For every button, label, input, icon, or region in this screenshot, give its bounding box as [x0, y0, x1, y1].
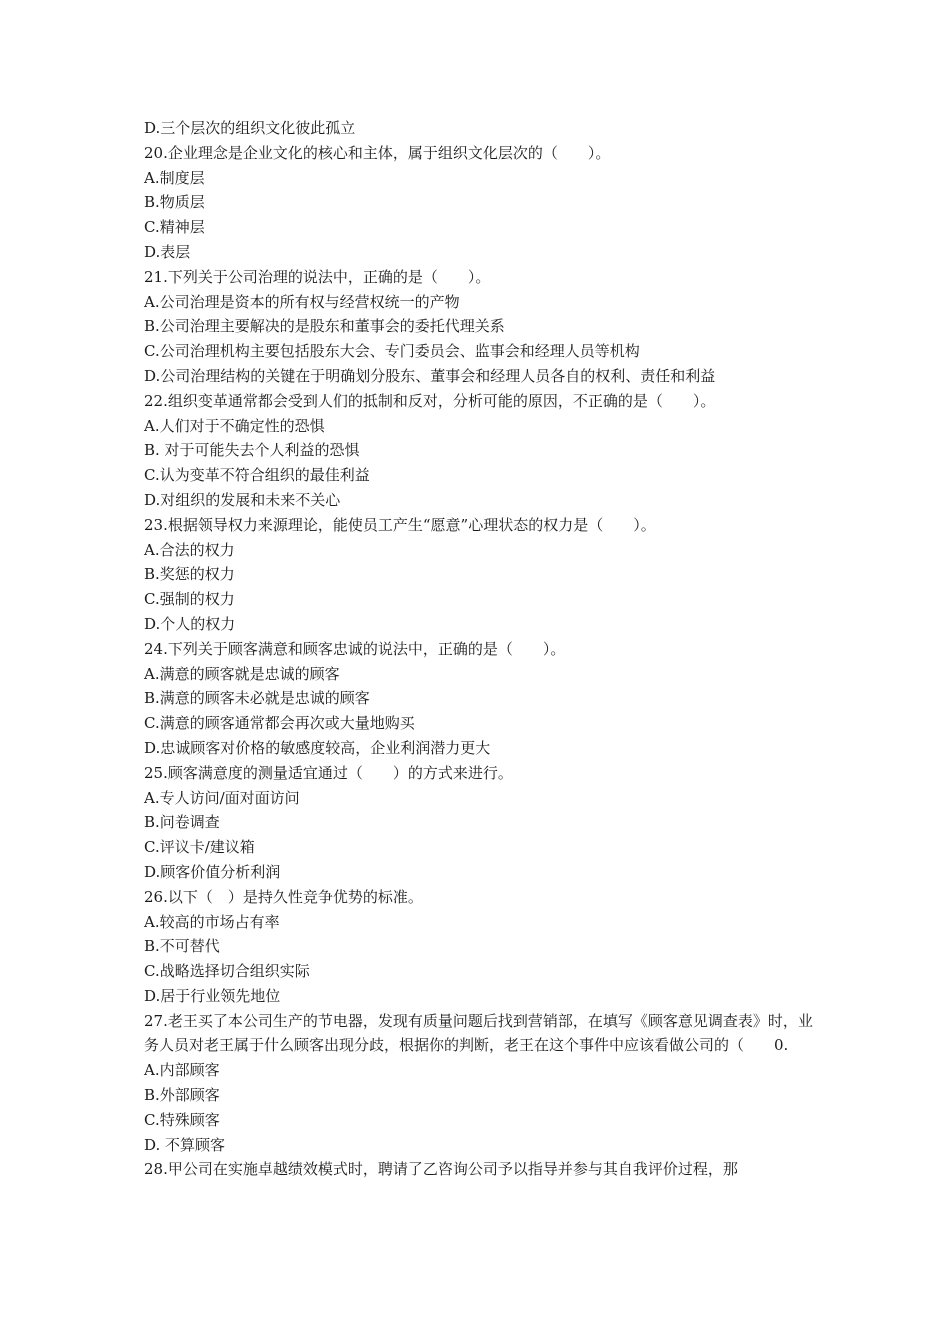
answer-option: C.认为变革不符合组织的最佳利益: [144, 466, 370, 485]
answer-option: B.外部顾客: [144, 1086, 220, 1105]
answer-option: A.较高的市场占有率: [144, 912, 280, 931]
question-text: 24.下列关于顾客满意和顾客忠诚的说法中，正确的是（ ）。: [144, 639, 566, 658]
document-page: [144, 116, 814, 1182]
answer-option: A.内部顾客: [144, 1061, 220, 1080]
question-text: 27.老王买了本公司生产的节电器，发现有质量问题后找到营销部，在填写《顾客意见调查表》时，业务人员对老王属于什么顾客出现分歧，根据你的判断，老王在这个事件中应该看做公司的（ 0.: [144, 1011, 813, 1055]
question-text: 23.根据领导权力来源理论，能使员工产生“愿意”心理状态的权力是（ ）。: [144, 515, 656, 534]
answer-option: C.公司治理机构主要包括股东大会、专门委员会、监事会和经理人员等机构: [144, 342, 640, 361]
answer-option: C.精神层: [144, 218, 205, 237]
answer-option: B.不可替代: [144, 937, 220, 956]
answer-option: C.强制的权力: [144, 590, 235, 609]
answer-option: B. 对于可能失去个人利益的恐惧: [144, 441, 360, 460]
answer-option: B.问卷调查: [144, 813, 220, 832]
answer-option: C.评议卡/建议箱: [144, 838, 255, 857]
question-text: 22.组织变革通常都会受到人们的抵制和反对，分析可能的原因，不正确的是（ ）。: [144, 391, 716, 410]
question-text: 26.以下（ ）是持久性竞争优势的标准。: [144, 887, 423, 906]
answer-option: B.公司治理主要解决的是股东和董事会的委托代理关系: [144, 317, 505, 336]
answer-option: D. 不算顾客: [144, 1135, 226, 1154]
answer-option: A.公司治理是资本的所有权与经营权统一的产物: [144, 292, 460, 311]
answer-option: D.忠诚顾客对价格的敏感度较高，企业利润潜力更大: [144, 738, 491, 757]
answer-option: D.对组织的发展和未来不关心: [144, 490, 341, 509]
answer-option: A.满意的顾客就是忠诚的顾客: [144, 664, 340, 683]
answer-option: B.奖惩的权力: [144, 565, 235, 584]
answer-option: C.特殊顾客: [144, 1110, 220, 1129]
answer-option: D.三个层次的组织文化彼此孤立: [144, 119, 356, 137]
answer-option: B.满意的顾客未必就是忠诚的顾客: [144, 689, 370, 708]
answer-option: D.顾客价值分析利润: [144, 862, 281, 881]
answer-option: D.居于行业领先地位: [144, 986, 281, 1005]
answer-option: A.制度层: [144, 168, 205, 187]
answer-option: C.战略选择切合组织实际: [144, 962, 310, 981]
answer-option: D.个人的权力: [144, 614, 236, 633]
answer-option: C.满意的顾客通常都会再次或大量地购买: [144, 714, 415, 733]
question-text: 25.顾客满意度的测量适宜通过（ ）的方式来进行。: [144, 763, 513, 782]
question-text: 28.甲公司在实施卓越绩效模式时，聘请了乙咨询公司予以指导并参与其自我评价过程，那: [144, 1160, 738, 1179]
answer-option: B.物质层: [144, 193, 205, 212]
answer-option: D.表层: [144, 242, 191, 261]
answer-option: A.合法的权力: [144, 540, 235, 559]
question-text: 20.企业理念是企业文化的核心和主体，属于组织文化层次的（ ）。: [144, 143, 611, 162]
answer-option: A.人们对于不确定性的恐惧: [144, 416, 325, 435]
answer-option: A.专人访问/面对面访问: [144, 788, 300, 807]
answer-option: D.公司治理结构的关键在于明确划分股东、董事会和经理人员各自的权利、责任和利益: [144, 366, 716, 385]
question-text: 21.下列关于公司治理的说法中，正确的是（ ）。: [144, 267, 491, 286]
